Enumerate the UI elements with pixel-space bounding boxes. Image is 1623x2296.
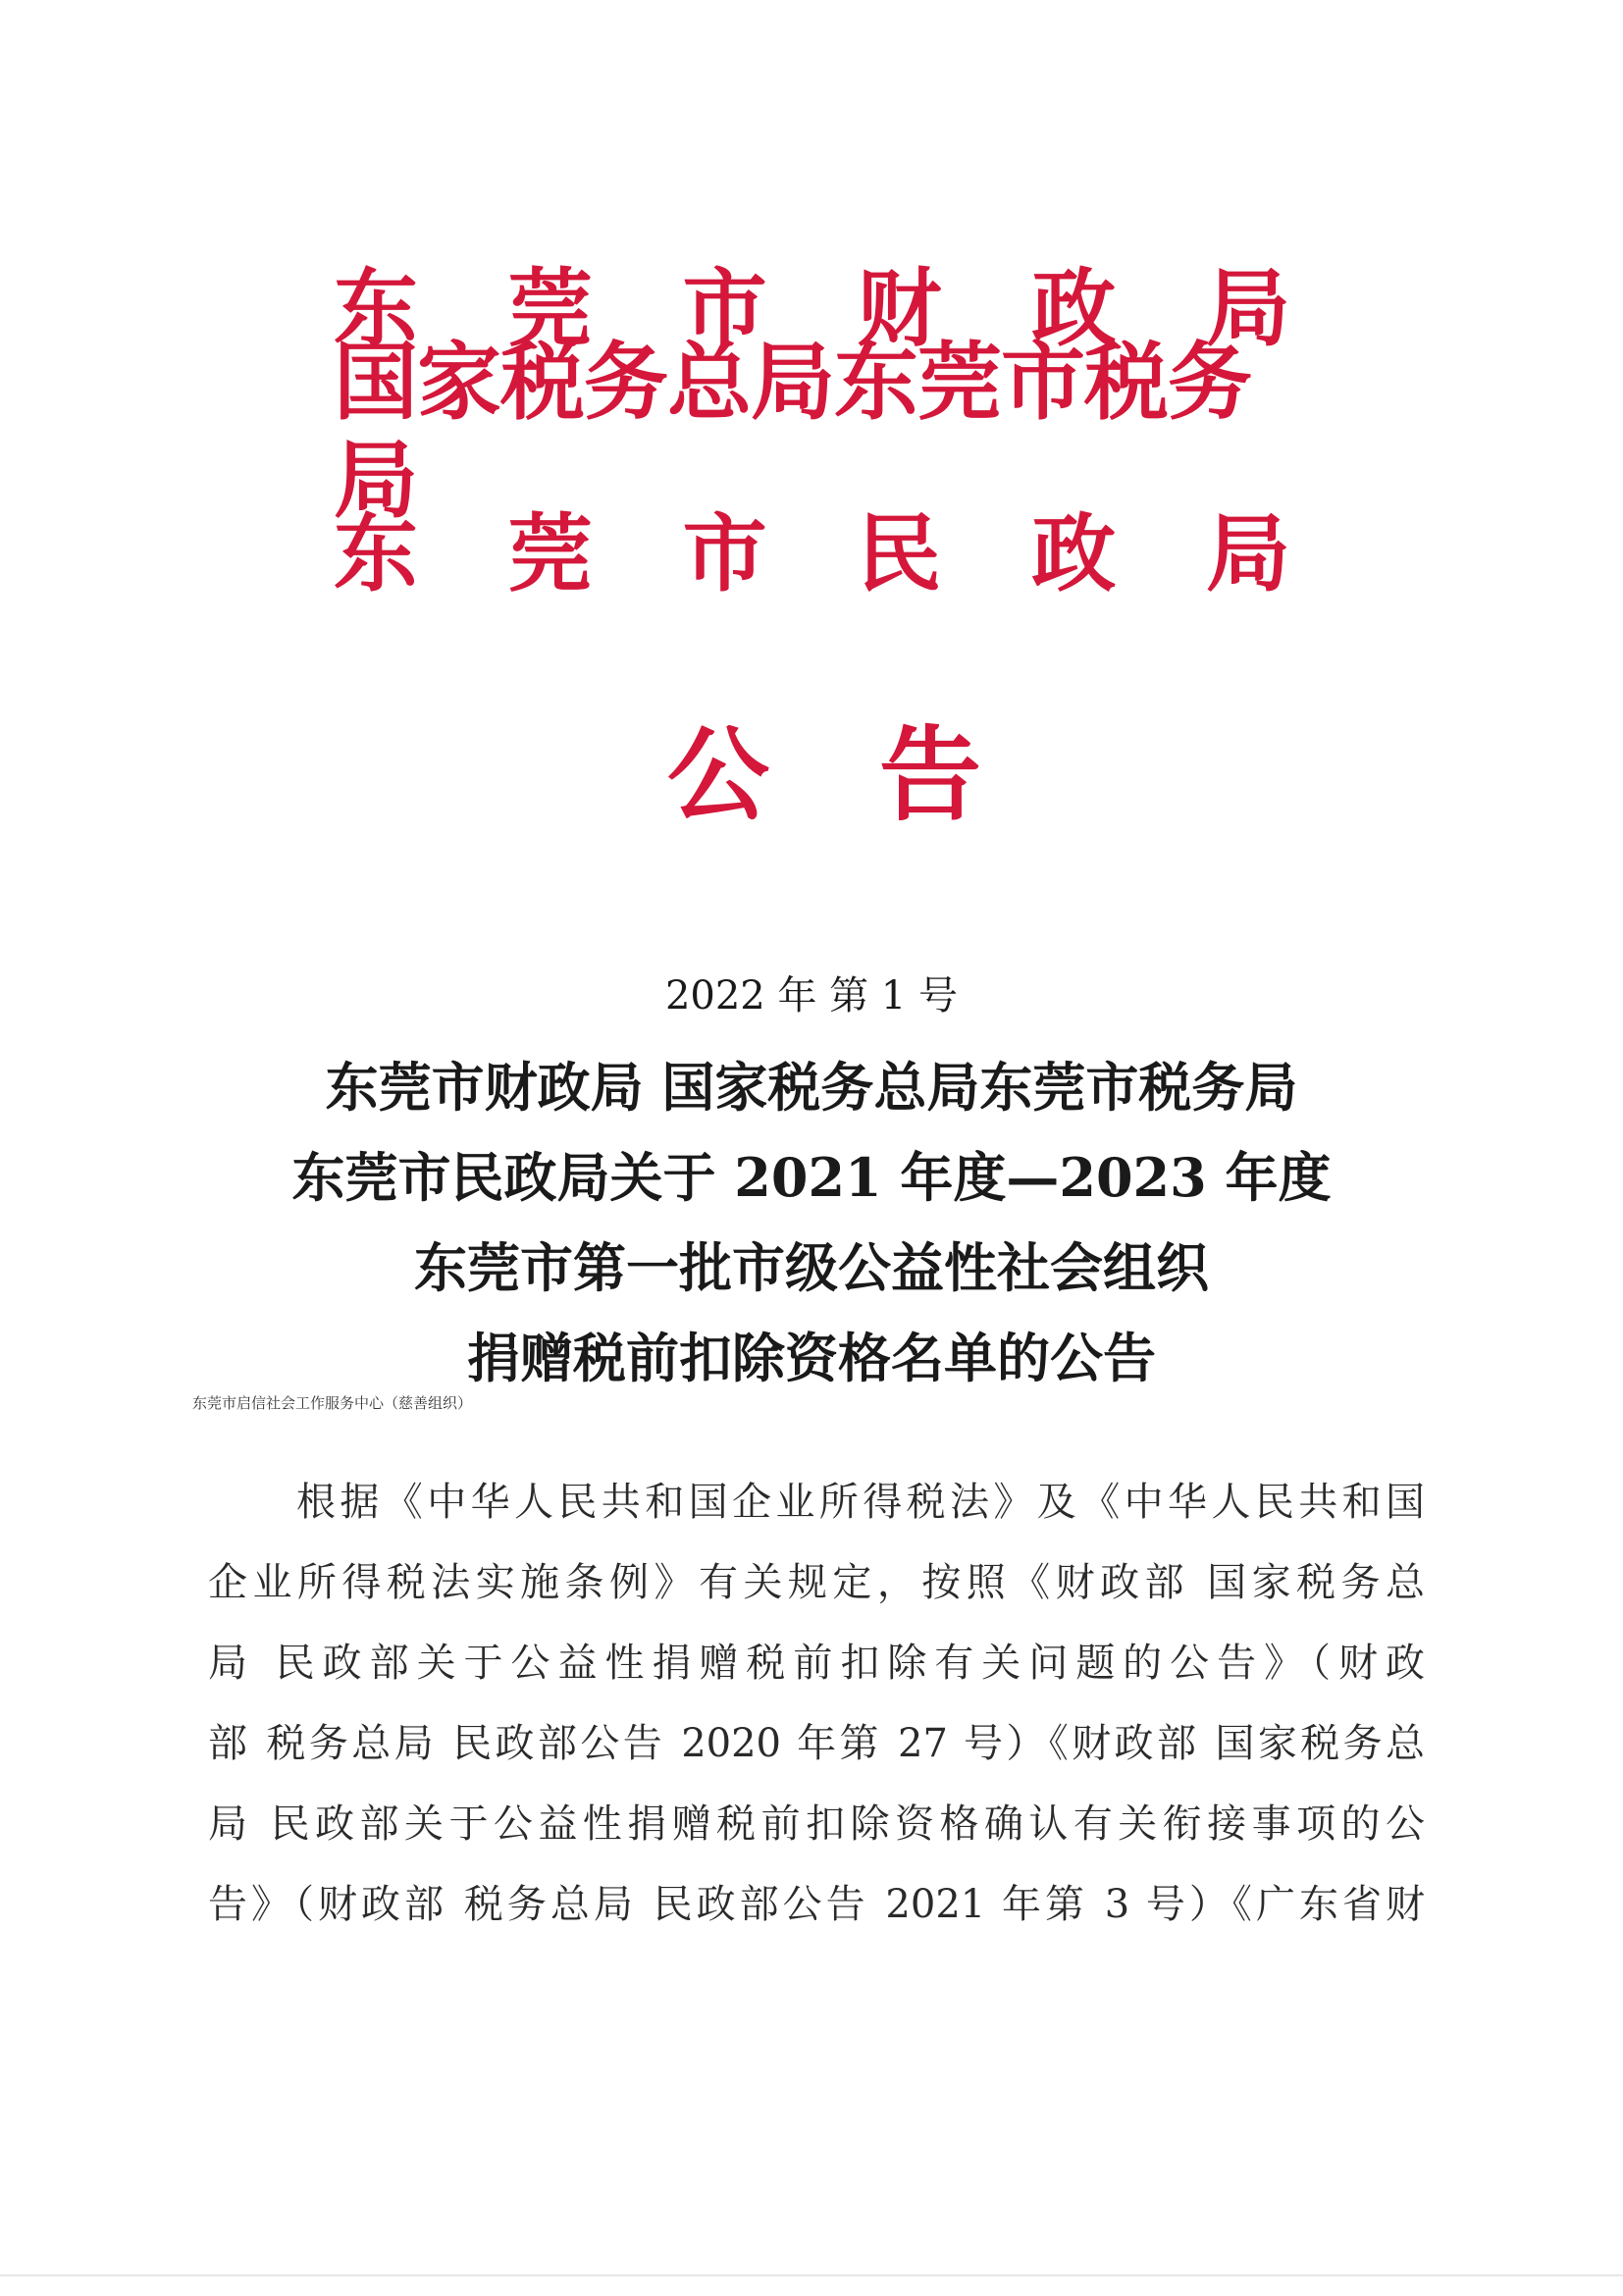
issuer-char: 东 <box>334 504 418 603</box>
page-bottom-edge <box>0 2274 1623 2276</box>
body-line: 企业所得税法实施条例》有关规定，按照《财政部 国家税务总 <box>208 1560 1425 1605</box>
issuer-text: 国家税务总局东莞市税务局 <box>334 333 1251 530</box>
body-line: 局 民政部关于公益性捐赠税前扣除有关问题的公告》（财政 <box>208 1641 1425 1686</box>
document-number: 2022 年 第 1 号 <box>664 973 959 1018</box>
title-line: 东莞市财政局 国家税务总局东莞市税务局 <box>325 1056 1298 1119</box>
body-paragraph <box>208 1462 1425 1945</box>
issuing-authorities <box>334 260 1290 628</box>
body-line: 根据《中华人民共和国企业所得税法》及《中华人民共和国 <box>296 1480 1425 1525</box>
issuer-char: 东 <box>334 259 418 358</box>
body-line: 局 民政部关于公益性捐赠税前扣除资格确认有关衔接事项的公 <box>208 1801 1425 1847</box>
issuer-char: 民 <box>857 504 942 603</box>
document-title <box>0 1042 1623 1403</box>
title-line: 东莞市第一批市级公益性社会组织 <box>414 1236 1209 1299</box>
issuer-char: 政 <box>1031 259 1117 358</box>
issuer-char: 局 <box>1205 259 1290 358</box>
issuer-char: 市 <box>682 504 767 603</box>
issuer-char: 政 <box>1031 504 1117 603</box>
issuer-char: 莞 <box>507 504 593 603</box>
doc-type-char: 公 <box>667 714 770 835</box>
organization-stamp-note: 东莞市启信社会工作服务中心（慈善组织） <box>192 1394 473 1412</box>
issuer-char: 局 <box>1205 504 1290 603</box>
body-line: 告》（财政部 税务总局 民政部公告 2021 年第 3 号）《广东省财 <box>208 1882 1425 1927</box>
issuer-char: 市 <box>682 259 767 358</box>
document-type-heading <box>667 716 981 834</box>
title-line: 捐赠税前扣除资格名单的公告 <box>467 1327 1156 1389</box>
issuer-char: 莞 <box>507 259 593 358</box>
doc-type-char: 告 <box>878 714 981 835</box>
body-line: 部 税务总局 民政部公告 2020 年第 27 号）《财政部 国家税务总 <box>208 1721 1425 1766</box>
title-line: 东莞市民政局关于 2021 年度—2023 年度 <box>291 1146 1332 1209</box>
issuer-line-tax-bureau <box>334 333 1290 530</box>
issuer-char: 财 <box>857 259 942 358</box>
